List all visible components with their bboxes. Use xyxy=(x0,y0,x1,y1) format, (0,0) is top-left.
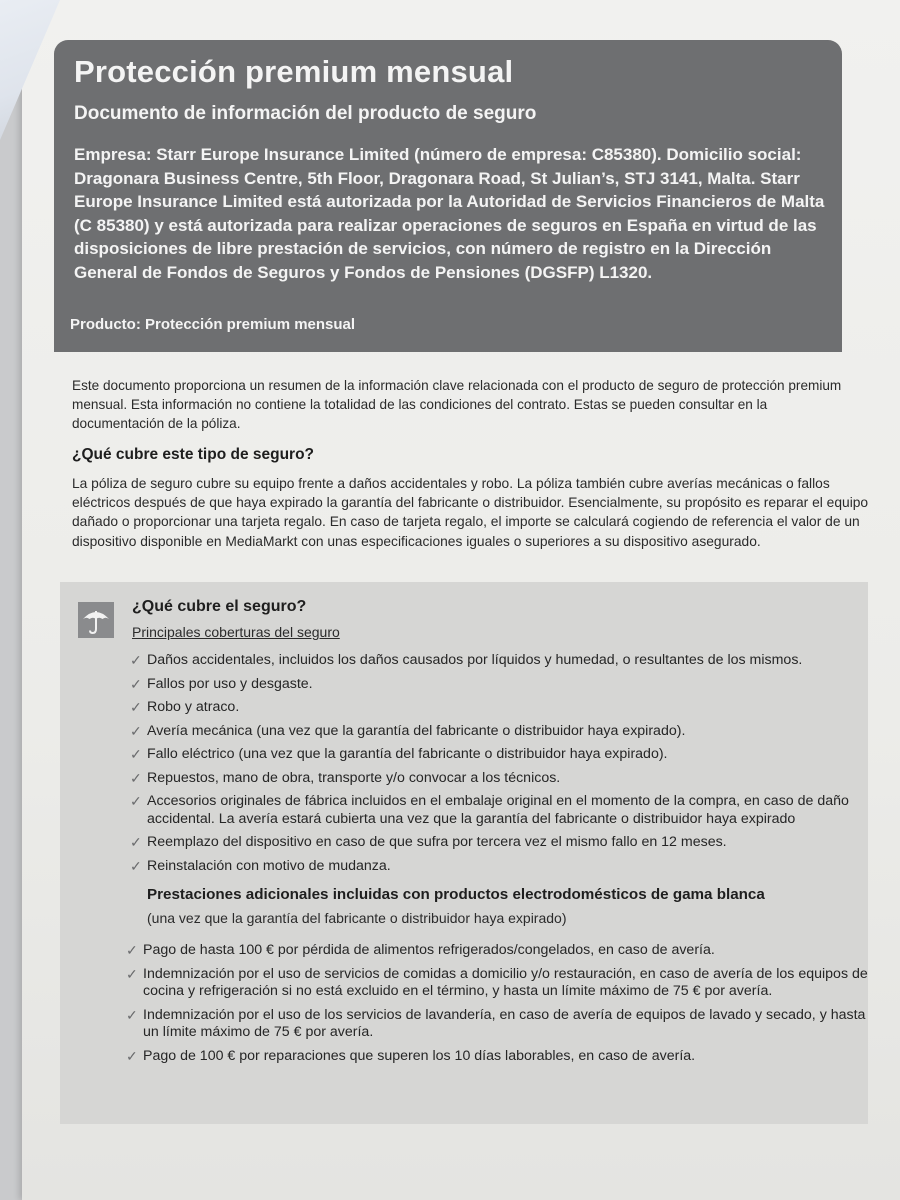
document-subtitle: Documento de información del producto de seguro xyxy=(74,103,537,124)
list-item xyxy=(126,966,871,1001)
check-icon: ✓ xyxy=(126,965,138,982)
benefit-item-text: Indemnización por el uso de servicios de comidas a domicilio y/o restauración, en caso de avería de los equipos de cocina y refrigeración si no está excluido en el término, y hasta un límite máximo de 75 € por avería. xyxy=(143,965,868,999)
product-name: Producto: Protección premium mensual xyxy=(70,316,356,333)
coverage-item-text: Robo y atraco. xyxy=(147,699,240,715)
coverage-item-text: Repuestos, mano de obra, transporte y/o convocar a los técnicos. xyxy=(147,769,561,786)
company-info: Empresa: Starr Europe Insurance Limited (número de empresa: C85380). Domicilio social: Dragonara Business Centre, 5th Floor, Dragonara Road, St Julian’s, STJ 3141, Malta. Starr Europe Insurance Limited está autorizada por la Autoridad de Servicios Financieros de Malta (C 85380) y está autorizada para realizar operaciones de seguros en España en virtud de las disposiciones de libre prestación de servicios, con número de registro en la Dirección General de Fondos de Seguros y Fondos de Pensiones (DGSFP) L1320. xyxy=(74,145,825,282)
list-item xyxy=(130,723,870,741)
list-item xyxy=(126,1007,871,1042)
coverage-item-text: Daños accidentales, incluidos los daños causados por líquidos y humedad, o resultantes de los mismos. xyxy=(147,652,803,668)
coverage-item-text: Fallos por uso y desgaste. xyxy=(147,675,313,692)
check-icon: ✓ xyxy=(130,699,142,715)
check-icon: ✓ xyxy=(126,1006,138,1023)
coverage-type-paragraph: La póliza de seguro cubre su equipo frente a daños accidentales y robo. La póliza también cubre averías mecánicas o fallos eléctricos después de que haya expirado la garantía del fabricante o distribuidor. Esencialmente, su propósito es reparar el equipo dañado o proporcionar una tarjeta regalo. En caso de tarjeta regalo, el importe se calculará cogiendo de referencia el valor de un dispositivo disponible en MediaMarkt con unas especificaciones iguales o superiores a su dispositivo asegurado. xyxy=(72,476,869,549)
benefit-item-text: Pago de hasta 100 € por pérdida de alimentos refrigerados/congelados, en caso de avería. xyxy=(143,942,715,958)
list-item xyxy=(130,699,870,717)
list-item xyxy=(126,1048,871,1066)
list-item xyxy=(130,746,870,764)
coverage-item-text: Avería mecánica (una vez que la garantía del fabricante o distribuidor haya expirado). xyxy=(147,722,686,739)
list-item xyxy=(130,676,870,694)
check-icon: ✓ xyxy=(130,834,142,850)
list-item xyxy=(130,793,870,828)
list-item xyxy=(130,770,870,788)
list-item xyxy=(130,834,870,852)
page-title: Protección premium mensual xyxy=(74,54,514,89)
check-icon: ✓ xyxy=(130,857,142,874)
check-icon: ✓ xyxy=(130,769,142,786)
coverage-box-title: ¿Qué cubre el seguro? xyxy=(132,598,307,615)
additional-benefits-title: Prestaciones adicionales incluidas con productos electrodomésticos de gama blanca xyxy=(147,886,765,903)
list-item xyxy=(126,942,871,960)
check-icon: ✓ xyxy=(126,942,138,958)
coverage-box-subtitle: Principales coberturas del seguro xyxy=(132,624,340,640)
umbrella-icon xyxy=(78,602,114,638)
additional-benefits-list xyxy=(126,942,871,1071)
check-icon: ✓ xyxy=(130,793,142,809)
coverage-item-text: Reemplazo del dispositivo en caso de que sufra por tercera vez el mismo fallo en 12 meses. xyxy=(147,834,727,850)
check-icon: ✓ xyxy=(126,1047,138,1064)
check-icon: ✓ xyxy=(130,722,142,739)
check-icon: ✓ xyxy=(130,675,142,692)
check-icon: ✓ xyxy=(130,652,142,668)
coverage-item-text: Reinstalación con motivo de mudanza. xyxy=(147,857,391,874)
additional-benefits-subtitle: (una vez que la garantía del fabricante o distribuidor haya expirado) xyxy=(147,910,567,926)
coverage-item-text: Fallo eléctrico (una vez que la garantía del fabricante o distribuidor haya expirado). xyxy=(147,746,668,762)
intro-paragraph: Este documento proporciona un resumen de la información clave relacionada con el producto de seguro de protección premium mensual. Esta información no contiene la totalidad de las condiciones del contrato. Estas se pueden consultar en la documentación de la póliza. xyxy=(72,378,842,431)
check-icon: ✓ xyxy=(130,746,142,762)
list-item xyxy=(130,858,870,876)
section-heading-coverage-type: ¿Qué cubre este tipo de seguro? xyxy=(72,446,315,463)
coverage-item-text: Accesorios originales de fábrica incluidos en el embalaje original en el momento de la compra, en caso de daño accidental. La avería estará cubierta una vez que la garantía del fabricante o distribuidor haya expirado xyxy=(147,793,849,827)
document-header xyxy=(54,40,842,352)
list-item xyxy=(130,652,870,670)
coverage-list xyxy=(130,652,870,881)
benefit-item-text: Pago de 100 € por reparaciones que superen los 10 días laborables, en caso de avería. xyxy=(143,1047,696,1064)
benefit-item-text: Indemnización por el uso de los servicios de lavandería, en caso de avería de equipos de lavado y secado, y hasta un límite máximo de 75 € por avería. xyxy=(143,1006,866,1040)
